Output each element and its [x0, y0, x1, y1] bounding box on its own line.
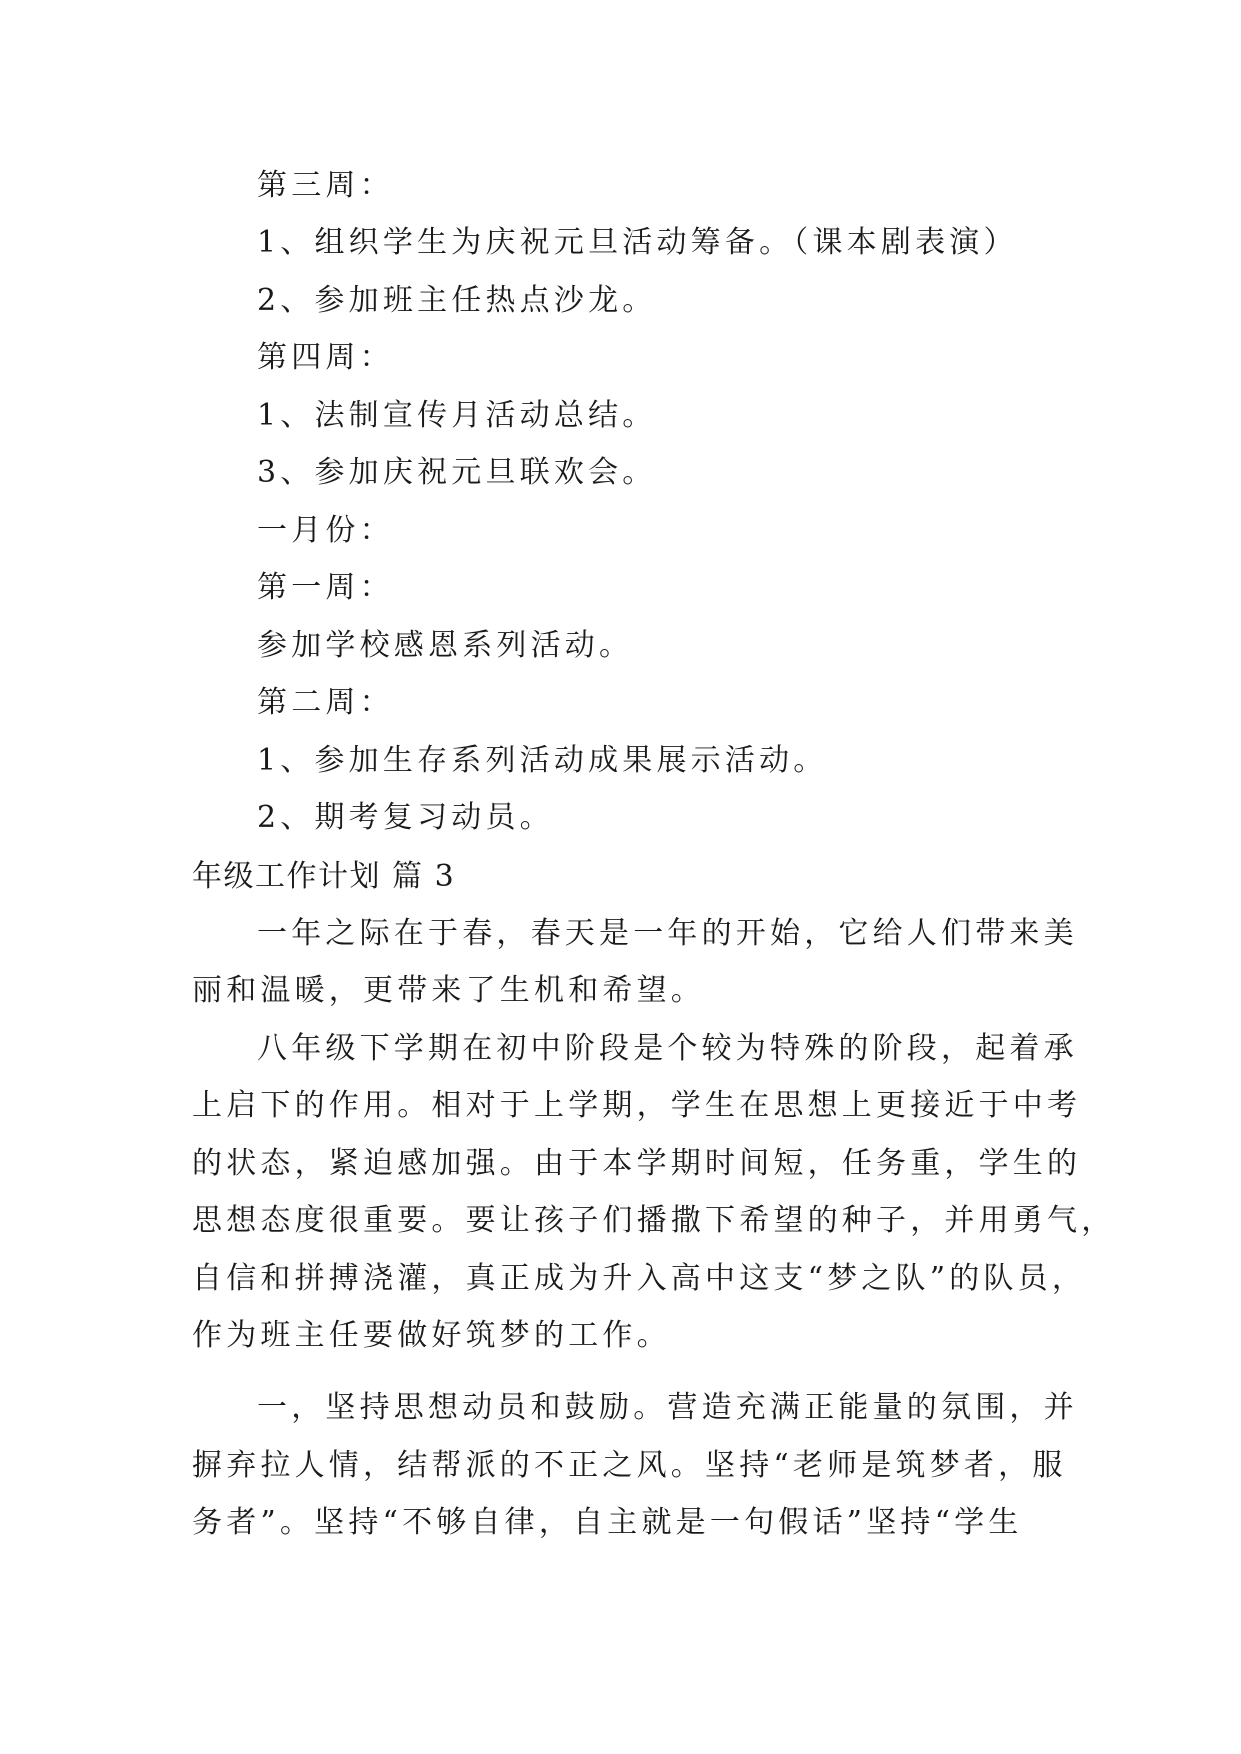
- text-line: 丽和温暖，更带来了生机和希望。: [192, 973, 705, 1008]
- section-heading: 年级工作计划 篇 3: [192, 859, 456, 894]
- text-line: 作为班主任要做好筑梦的工作。: [192, 1318, 671, 1353]
- text-line: 1、法制宣传月活动总结。: [257, 398, 657, 433]
- text-line: 2、参加班主任热点沙龙。: [257, 283, 657, 318]
- text-line: 第二周：: [257, 685, 394, 720]
- text-line: 的状态，紧迫感加强。由于本学期时间短，任务重，学生的: [192, 1146, 1082, 1181]
- text-line: 务者”。坚持“不够自律，自主就是一句假话”坚持“学生: [192, 1505, 1023, 1540]
- text-line: 1、组织学生为庆祝元旦活动筹备。（课本剧表演）: [257, 225, 1018, 260]
- text-line: 第三周：: [257, 168, 394, 203]
- text-line: 第四周：: [257, 340, 394, 375]
- text-line: 一年之际在于春，春天是一年的开始，它给人们带来美: [257, 916, 1078, 951]
- text-line: 3、参加庆祝元旦联欢会。: [257, 455, 657, 490]
- text-line: 上启下的作用。相对于上学期，学生在思想上更接近于中考: [192, 1088, 1082, 1123]
- text-line: 2、期考复习动员。: [257, 800, 554, 835]
- text-line: 自信和拼搏浇灌，真正成为升入高中这支“梦之队”的队员，: [192, 1261, 1087, 1296]
- text-line: 一月份：: [257, 513, 394, 548]
- text-line: 参加学校感恩系列活动。: [257, 628, 634, 663]
- text-line: 思想态度很重要。要让孩子们播撒下希望的种子，并用勇气，: [192, 1203, 1116, 1238]
- text-line: 摒弃拉人情，结帮派的不正之风。坚持“老师是筑梦者，服: [192, 1448, 1067, 1483]
- text-line: 1、参加生存系列活动成果展示活动。: [257, 743, 828, 778]
- text-line: 第一周：: [257, 570, 394, 605]
- text-line: 一，坚持思想动员和鼓励。营造充满正能量的氛围，并: [257, 1390, 1078, 1425]
- text-line: 八年级下学期在初中阶段是个较为特殊的阶段，起着承: [257, 1031, 1078, 1066]
